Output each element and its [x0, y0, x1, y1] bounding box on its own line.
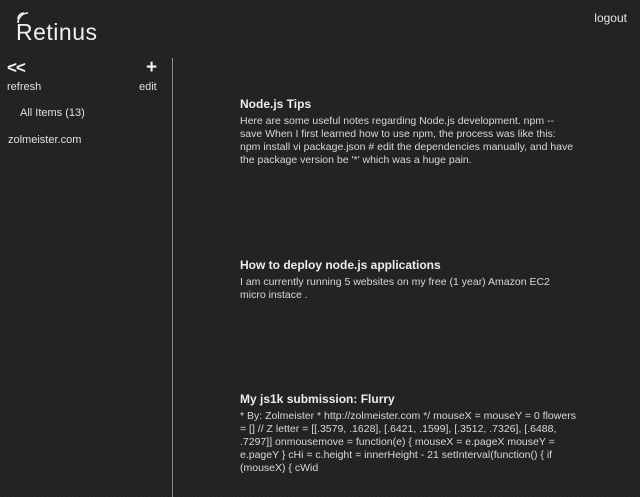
article-title[interactable]: How to deploy node.js applications	[240, 258, 441, 272]
article-item	[240, 258, 576, 302]
article-title[interactable]: Node.js Tips	[240, 97, 312, 111]
article-title[interactable]: My js1k submission: Flurry	[240, 392, 395, 406]
sidebar-divider	[172, 58, 173, 497]
add-feed-icon[interactable]: +	[146, 57, 158, 78]
logo-text: Retinus	[16, 19, 98, 45]
collapse-sidebar-icon[interactable]: <<	[7, 58, 25, 77]
sidebar	[0, 0, 172, 497]
sidebar-item-feed[interactable]: zolmeister.com	[8, 134, 82, 146]
article-summary: I am currently running 5 websites on my free (1 year) Amazon EC2 micro instace .	[240, 276, 550, 301]
logout-link[interactable]: logout	[594, 11, 627, 25]
article-item	[240, 392, 576, 475]
article-summary: Here are some useful notes regarding Node.js development. npm --save When I first learned how to use npm, the process was like this: npm install vi package.json # edit the dependencies manually, and have the package version be '*' which was a huge pain.	[240, 115, 574, 166]
article-item	[240, 97, 576, 167]
article-summary: * By: Zolmeister * http://zolmeister.com */ mouseX = mouseY = 0 flowers = [] // Z letter = [[.3579, .1628], [.6421, .1599], [.3512, .7326], [.6488, .7297]] onmousemove = function(e) { mouseX = e.pageX mouseY = e.pageY } cHi = c.height = innerHeight - 21 setInterval(function() { if (mouseX) { cWid	[240, 410, 576, 474]
sidebar-item-all-items[interactable]: All Items (13)	[20, 107, 85, 119]
edit-link[interactable]: edit	[139, 81, 157, 93]
refresh-link[interactable]: refresh	[7, 81, 42, 93]
